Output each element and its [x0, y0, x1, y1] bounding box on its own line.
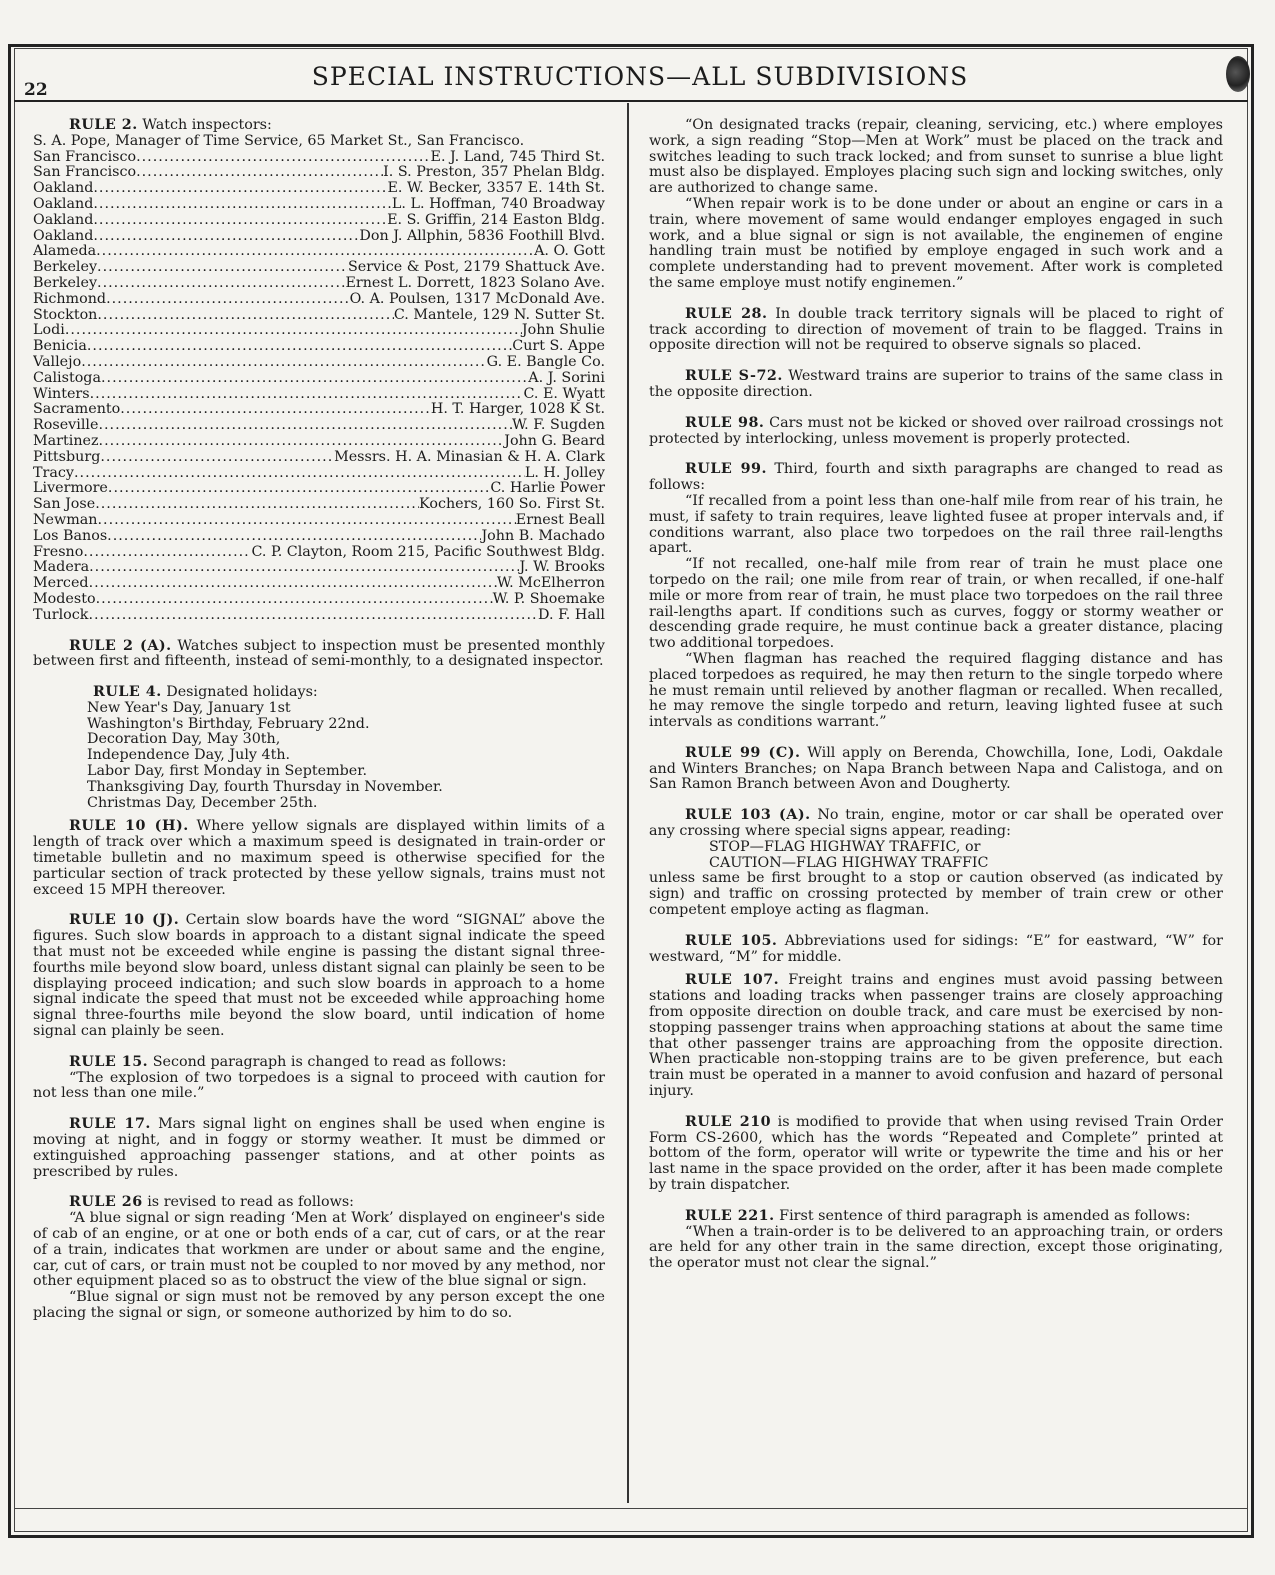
inspector-name: E. J. Land, 745 Third St. — [430, 149, 605, 165]
rule-26-cont-p1: “On designated tracks (repair, cleaning, servicing, etc.) where employes work, a sign reading “Stop—Men at Work” must be placed on the track and switches leading to such track locked; and from sunset to sunrise a blue light must also be displayed. Employes placing such sign and locking switches, only are authorized to change same. — [649, 117, 1223, 197]
inspector-list — [33, 150, 605, 624]
rule-heading: RULE 2. — [69, 117, 138, 133]
inspector-city: Roseville — [33, 418, 99, 434]
rule-107 — [649, 973, 1223, 1099]
dot-leader — [106, 292, 350, 308]
rule-text: Watch inspectors: — [142, 117, 272, 133]
inspector-name: C. E. Wyatt — [523, 386, 605, 402]
rule-103a-after: unless same be first brought to a stop or caution observed (as indicated by sign) and traffic on crossing protected by member of train crew or other competent employe acting as flagman. — [649, 870, 1223, 919]
rule-26-cont-p2: “When repair work is to be done under or about an engine or cars in a train, where movement of same would endanger employes engaged in such work, and a blue signal or sign is not available, the enginemen of engine handling train must be notified by employe engaged in such work and a complete understanding had to prevent movement. After work is completed the same employe must notify enginemen.” — [649, 195, 1223, 291]
inspector-name: Don J. Allphin, 5836 Foothill Blvd. — [359, 228, 605, 244]
rule-text: No train, engine, motor or car shall be operated over any crossing where special signs appear, reading: — [649, 807, 1224, 840]
rule-heading: RULE 10 (J). — [69, 912, 180, 929]
inspector-name: D. F. Hall — [538, 607, 605, 623]
inspector-name: H. T. Harger, 1028 K St. — [430, 402, 605, 418]
list-item: Labor Day, first Monday in September. — [87, 763, 368, 780]
dot-leader — [100, 450, 334, 466]
rule-text: Certain slow boards have the word “SIGNAL” above the figures. Such slow boards in approach to a distant signal indicate the speed that must not be exceeded while engine is passing the distant signal three-fourths mile beyond slow board, unless distant signal can plainly be seen to be displaying proceed indication; and such slow boards in approach to a home signal indicate the speed that must not be exceeded while approaching home signal three-fourths mile beyond the slow board, until indication of home signal can plainly be seen. — [33, 912, 605, 1040]
inspector-name: Ernest Beall — [515, 512, 605, 528]
rule-105 — [649, 934, 1223, 966]
inspector-row — [33, 608, 605, 624]
rule-99-p2: “If not recalled, one-half mile from rear of train he must place one torpedo on the rail; one mile from rear of train, or when recalled, if one-half mile or more from rear of train, he must place two torpedoes on the rail three rail-lengths apart. If conditions such as curves, foggy or stormy weather or descending grade require, he must continue back a greater distance, placing two additional torpedoes. — [649, 556, 1223, 652]
rule-text: Where yellow signals are displayed within limits of a length of track over which a maximum speed is designated in train-order or timetable bulletin and no maximum speed is otherwise specified for the particular section of track protected by these yellow signals, trains must not exceed 15 MPH thereover. — [33, 818, 606, 898]
inspector-city: Los Banos — [33, 528, 108, 544]
inspector-city: Martinez — [33, 433, 99, 449]
inspector-city: San Francisco — [33, 149, 137, 165]
sign-line: STOP—FLAG HIGHWAY TRAFFIC, or — [709, 838, 981, 855]
rule-28 — [649, 307, 1223, 354]
inspector-city: San Jose — [33, 497, 96, 513]
rule-2-pope: S. A. Pope, Manager of Time Service, 65 Market St., San Francisco. — [33, 132, 525, 149]
rule-2-intro — [33, 118, 605, 134]
rule-221 — [649, 1209, 1223, 1225]
rule-heading: RULE 107. — [685, 972, 780, 989]
dot-leader — [93, 197, 392, 213]
rule-text: Freight trains and engines must avoid passing between stations and loading tracks when passenger trains are closely approaching from opposite direction on double track, and care must be exercised by non-stopping passenger trains when approaching stations at about the same time that other passenger trains are approaching from the opposite direction. When practicable non-stopping trains are to be given preference, but each train must be operated in a manner to avoid confusion and hazard of personal injury. — [649, 972, 1223, 1100]
inspector-name: A. J. Sorini — [528, 370, 605, 386]
rule-heading: RULE 15. — [69, 1053, 149, 1070]
rule-text: Will apply on Berenda, Chowchilla, Ione, Lodi, Oakdale and Winters Branches; on Napa Branch between Napa and Calistoga, and on San Ramon Branch between Avon and Dougherty. — [649, 744, 1223, 793]
dot-leader — [101, 371, 528, 387]
rule-text: Mars signal light on engines shall be used when engine is moving at night, and in foggy or stormy weather. It must be dimmed or extinguished approaching passenger stations, and at other points as prescribed by rules. — [33, 1116, 605, 1180]
inspector-name: W. P. Shoemake — [492, 591, 605, 607]
dot-leader — [96, 592, 493, 608]
inspector-row — [33, 213, 605, 229]
inspector-row — [33, 260, 605, 276]
inspector-city: Benicia — [33, 339, 87, 355]
dot-leader — [97, 276, 345, 292]
dot-leader — [97, 308, 393, 324]
dot-leader — [88, 608, 538, 624]
inspector-city: Modesto — [33, 591, 96, 607]
list-item: Christmas Day, December 25th. — [87, 794, 318, 811]
rule-99-p1: “If recalled from a point less than one-half mile from rear of his train, he must, if safety to train requires, leave lighted fusee at proper intervals and, if conditions warrant, also place two torpedoes on the rail three rail-lengths apart. — [649, 492, 1223, 557]
inspector-name: Ernest L. Dorrett, 1823 Solano Ave. — [345, 275, 605, 291]
inspector-row — [33, 576, 605, 592]
inspector-city: Winters — [33, 386, 90, 402]
inspector-row — [33, 197, 605, 213]
inspector-city: Merced — [33, 576, 89, 592]
list-item: Decoration Day, May 30th, — [87, 731, 281, 748]
dot-leader — [107, 529, 481, 545]
inspector-row — [33, 150, 605, 166]
inspector-row — [33, 529, 605, 545]
inspector-row — [33, 323, 605, 339]
rule-text: Watches subject to inspection must be presented monthly between first and fifteenth, instead of semi-monthly, to a designated inspector. — [33, 637, 606, 670]
rule-15 — [33, 1055, 605, 1071]
dot-leader — [89, 560, 519, 576]
inspector-name: J. W. Brooks — [519, 560, 605, 576]
inspector-name: C. Harlie Power — [490, 481, 605, 497]
rule-heading: RULE 4. — [93, 684, 162, 701]
rule-heading: RULE 2 (A). — [69, 637, 172, 654]
inspector-city: Alameda — [33, 244, 97, 260]
inspector-city: Oakland — [33, 228, 94, 244]
inspector-row — [33, 371, 605, 387]
rule-10j — [33, 913, 605, 1039]
rule-text: Third, fourth and sixth paragraphs are changed to read as follows: — [649, 461, 1224, 494]
inspector-row — [33, 545, 605, 561]
inspector-name: Curt S. Appe — [512, 339, 605, 355]
inspector-row — [33, 560, 605, 576]
rule-text: Designated holidays: — [166, 684, 318, 701]
rule-heading: RULE 10 (H). — [69, 818, 189, 835]
inspector-row — [33, 244, 605, 260]
inspector-name: E. S. Griffin, 214 Easton Bldg. — [387, 212, 605, 228]
dot-leader — [87, 339, 512, 355]
rule-99 — [649, 462, 1223, 494]
inspector-row — [33, 434, 605, 450]
list-item: New Year's Day, January 1st — [87, 699, 291, 716]
rule-26-p2: “Blue signal or sign must not be removed by any person except the one placing the signal or sign, or someone authorized by him to do so. — [33, 1289, 605, 1321]
inspector-row — [33, 497, 605, 513]
dot-leader — [97, 260, 348, 276]
footer-rule — [14, 1508, 1248, 1509]
rule-heading: RULE 210 — [685, 1113, 772, 1130]
rule-text: Cars must not be kicked or shoved over railroad crossings not protected by interlocking, unless movement is properly protected. — [649, 414, 1223, 447]
inspector-name: G. E. Bangle Co. — [486, 354, 605, 370]
rule-heading: RULE 99 (C). — [685, 744, 801, 761]
inspector-name: E. W. Becker, 3357 E. 14th St. — [387, 181, 605, 197]
inspector-city: San Francisco — [33, 165, 137, 181]
inspector-row — [33, 402, 605, 418]
inspector-name: I. S. Preston, 357 Phelan Bldg. — [383, 165, 605, 181]
dot-leader — [136, 150, 430, 166]
inspector-row — [33, 308, 605, 324]
dot-leader — [136, 165, 383, 181]
rule-221-quote: “When a train-order is to be delivered to an approaching train, or orders are held for any other train in the same direction, except those originating, the operator must not clear the signal.” — [649, 1223, 1223, 1272]
crossing-sign-text — [649, 840, 1223, 872]
rule-103a — [649, 808, 1223, 840]
inspector-city: Lodi — [33, 323, 65, 339]
inspector-name: C. Mantele, 129 N. Sutter St. — [393, 307, 605, 323]
inspector-name: John G. Beard — [504, 433, 605, 449]
inspector-row — [33, 450, 605, 466]
rule-text: Westward trains are superior to trains of the same class in the opposite direction. — [649, 368, 1223, 400]
left-column — [33, 118, 605, 1322]
inspector-row — [33, 339, 605, 355]
rule-heading: RULE 26 — [69, 1194, 143, 1211]
inspector-city: Berkeley — [33, 275, 98, 291]
inspector-name: Kochers, 160 So. First St. — [419, 497, 605, 513]
inspector-row — [33, 165, 605, 181]
rule-heading: RULE 99. — [685, 461, 767, 478]
inspector-city: Pittsburg — [33, 449, 101, 465]
dot-leader — [65, 323, 522, 339]
inspector-city: Oakland — [33, 212, 94, 228]
inspector-row — [33, 355, 605, 371]
rule-heading: RULE 105. — [685, 932, 778, 949]
rule-text: Abbreviations used for sidings: “E” for eastward, “W” for westward, “M” for middle. — [649, 932, 1223, 965]
inspector-row — [33, 181, 605, 197]
dot-leader — [83, 545, 251, 561]
column-divider — [627, 103, 629, 1503]
inspector-name: Service & Post, 2179 Shattuck Ave. — [347, 260, 605, 276]
header-rule — [14, 100, 1248, 102]
rule-heading: RULE 221. — [685, 1207, 775, 1224]
inspector-city: Madera — [33, 560, 90, 576]
inspector-row — [33, 418, 605, 434]
inspector-name: John B. Machado — [481, 528, 605, 544]
inspector-city: Stockton — [33, 307, 98, 323]
sign-line: CAUTION—FLAG HIGHWAY TRAFFIC — [709, 854, 989, 871]
dot-leader — [74, 466, 525, 482]
inspector-city: Richmond — [33, 291, 107, 307]
rule-15-quote: “The explosion of two torpedoes is a signal to proceed with caution for not less than one mile.” — [33, 1069, 605, 1102]
dot-leader — [89, 576, 497, 592]
inspector-city: Oakland — [33, 181, 94, 197]
inspector-row — [33, 387, 605, 403]
inspector-name: W. F. Sugden — [511, 418, 605, 434]
inspector-row — [33, 481, 605, 497]
dot-leader — [120, 402, 431, 418]
list-item: Independence Day, July 4th. — [87, 747, 291, 764]
dot-leader — [93, 181, 387, 197]
dot-leader — [95, 497, 419, 513]
inspector-name: L. H. Jolley — [524, 465, 605, 481]
list-item: Thanksgiving Day, fourth Thursday in November. — [87, 778, 443, 795]
rule-26-p1: “A blue signal or sign reading ‘Men at Work’ displayed on engineer's side of cab of an engine, or at one or both ends of a car, cut of cars, or at the rear of a train, indicates that workmen are under or about same and the engine, car, cut of cars, or train must not be coupled to nor moved by any method, nor other equipment placed so as to obstruct the view of the blue signal or sign. — [33, 1210, 605, 1290]
rule-10h — [33, 819, 605, 898]
dot-leader — [99, 434, 505, 450]
inspector-city: Livermore — [33, 481, 108, 497]
rule-heading: RULE 103 (A). — [685, 807, 811, 824]
rule-26 — [33, 1195, 605, 1211]
rule-s72 — [649, 369, 1223, 401]
rule-text: First sentence of third paragraph is amended as follows: — [779, 1207, 1191, 1224]
dot-leader — [90, 387, 524, 403]
inspector-name: Messrs. H. A. Minasian & H. A. Clark — [334, 449, 605, 465]
rule-99c — [649, 746, 1223, 793]
rule-text: Second paragraph is changed to read as follows: — [152, 1053, 507, 1070]
rule-4-intro — [33, 685, 605, 701]
rule-heading: RULE 28. — [685, 305, 768, 322]
dot-leader — [93, 229, 359, 245]
inspector-city: Tracy — [33, 465, 74, 481]
inspector-name: L. L. Hoffman, 740 Broadway — [391, 196, 605, 212]
dot-leader — [96, 244, 534, 260]
inspector-name: A. O. Gott — [534, 244, 605, 260]
inspector-city: Fresno — [33, 544, 84, 560]
binder-hole-icon — [1226, 56, 1250, 92]
dot-leader — [108, 481, 490, 497]
dot-leader — [93, 213, 387, 229]
rule-2a — [33, 639, 605, 671]
inspector-name: John Shulie — [521, 323, 605, 339]
inspector-city: Berkeley — [33, 260, 98, 276]
rule-heading: RULE 98. — [685, 414, 765, 431]
inspector-name: W. McElherron — [496, 576, 605, 592]
rule-text: is revised to read as follows: — [147, 1194, 354, 1211]
inspector-city: Vallejo — [33, 354, 82, 370]
rule-210 — [649, 1115, 1223, 1194]
rule-99-p3: “When flagman has reached the required flagging distance and has placed torpedoes as required, he may then return to the single torpedo where he must remain until relieved by another flagman or recalled. When recalled, he may remove the single torpedo and return, leaving lighted fusee at such intervals as conditions warrant.” — [649, 650, 1223, 731]
list-item: Washington's Birthday, February 22nd. — [87, 715, 370, 732]
dot-leader — [98, 418, 512, 434]
inspector-city: Turlock — [33, 607, 89, 623]
dot-leader — [98, 513, 516, 529]
inspector-city: Oakland — [33, 196, 94, 212]
rule-heading: RULE S-72. — [685, 368, 783, 385]
inspector-row — [33, 229, 605, 245]
holiday-list — [33, 701, 605, 812]
inspector-city: Sacramento — [33, 402, 121, 418]
inspector-city: Calistoga — [33, 370, 101, 386]
inspector-row — [33, 292, 605, 308]
inspector-row — [33, 466, 605, 482]
inspector-row — [33, 276, 605, 292]
inspector-row — [33, 592, 605, 608]
rule-17 — [33, 1117, 605, 1180]
rule-text: In double track territory signals will be placed to right of track according to direction of movement of train to be flagged. Trains in opposite direction will not be required to observe signals so placed. — [649, 305, 1223, 354]
rule-heading: RULE 17. — [69, 1116, 151, 1133]
right-column — [649, 118, 1223, 1272]
inspector-name: C. P. Clayton, Room 215, Pacific Southwest Bldg. — [251, 544, 605, 560]
inspector-row — [33, 513, 605, 529]
rule-text: is modified to provide that when using revised Train Order Form CS-2600, which has the words “Repeated and Complete” printed at bottom of the form, operator will write or typewrite the time and his or her last name in the space provided on the order, after it has been made complete by train dispatcher. — [649, 1113, 1223, 1194]
page-number: 22 — [24, 80, 48, 100]
rule-98 — [649, 416, 1223, 448]
inspector-name: O. A. Poulsen, 1317 McDonald Ave. — [349, 291, 605, 307]
inspector-city: Newman — [33, 512, 98, 528]
page-title: SPECIAL INSTRUCTIONS—ALL SUBDIVISIONS — [311, 62, 969, 91]
dot-leader — [81, 355, 486, 371]
